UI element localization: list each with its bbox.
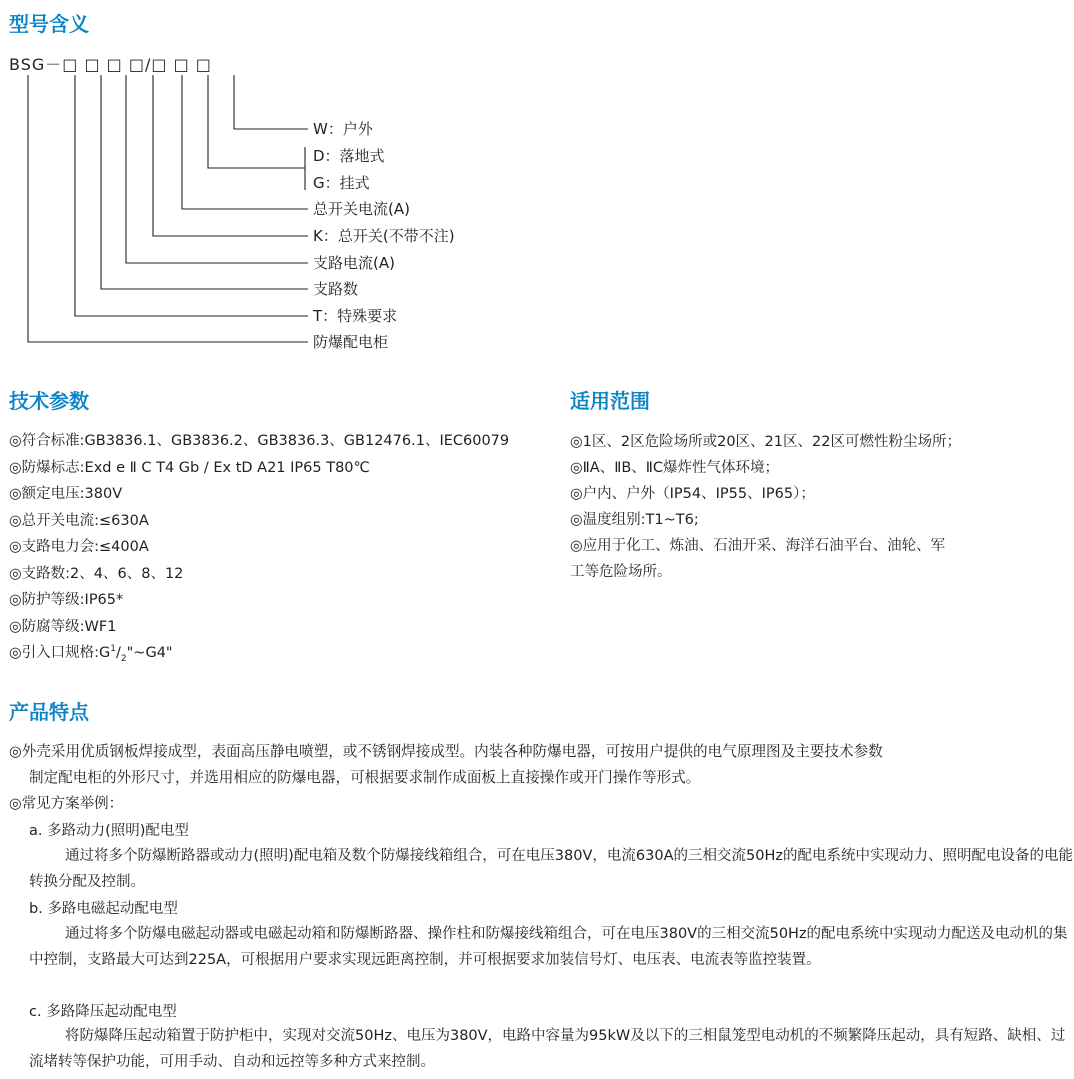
features-heading: 产品特点 bbox=[9, 700, 89, 724]
tech-params-heading: 技术参数 bbox=[9, 389, 89, 413]
tech-item-rated-voltage: ◎额定电压:380V bbox=[9, 486, 123, 502]
tech-item-standard: ◎符合标准:GB3836.1、GB3836.2、GB3836.3、GB12476.1、IEC60079 bbox=[9, 433, 510, 449]
scope-item-indoor-outdoor: ◎户内、户外（IP54、IP55、IP65）； bbox=[570, 486, 815, 502]
tech-item-branch-power: ◎支路电力会:≤400A bbox=[9, 539, 149, 555]
tree-line-k bbox=[153, 75, 308, 236]
tree-label-cabinet: 防爆配电柜 bbox=[313, 333, 389, 351]
tech-item-main-switch-current: ◎总开关电流:≤630A bbox=[9, 513, 149, 529]
scheme-a-text-block bbox=[29, 843, 1073, 896]
scope-item-gas: ◎ⅡA、ⅡB、ⅡC爆炸性气体环境； bbox=[570, 460, 780, 476]
tree-label-w: W：户外 bbox=[313, 120, 373, 138]
inlet-spec-sup: 1 bbox=[110, 644, 117, 655]
model-tree-diagram bbox=[0, 0, 1074, 360]
scope-heading: 适用范围 bbox=[570, 389, 650, 413]
tech-item-inlet-spec: ◎引入口规格$:G^1/_2"\sim G4$" bbox=[9, 644, 173, 664]
scope-item-temperature: ◎温度组别:T1~T6; bbox=[570, 512, 699, 528]
scheme-a-text: 通过将多个防爆断路器或动力(照明)配电箱及数个防爆接线箱组合，可在电压380V，电流630A的三相交流50Hz的配电系统中实现动力、照明配电设备的电能转换分配及控制。 bbox=[29, 848, 1073, 891]
tree-label-branch-count: 支路数 bbox=[313, 280, 359, 298]
tree-line-dg bbox=[208, 75, 305, 168]
inlet-spec-suffix: "~G4" bbox=[126, 645, 173, 661]
scope-item-application-cont: 工等危险场所。 bbox=[570, 564, 672, 580]
scheme-c-text: 将防爆降压起动箱置于防护柜中，实现对交流50Hz、电压为380V，电路中容量为95kW及以下的三相鼠笼型电动机的不频繁降压起动，具有短路、缺相、过流堵转等保护功能，可用手动、自动和远控等多种方式来控制。 bbox=[29, 1028, 1066, 1071]
inlet-spec-sub: 2 bbox=[120, 653, 127, 664]
features-common-schemes: ◎常见方案举例： bbox=[9, 796, 124, 812]
features-intro-line-1: ◎外壳采用优质钢板焊接成型，表面高压静电喷塑，或不锈钢焊接成型。内装各种防爆电器，可按用户提供的电气原理图及主要技术参数 bbox=[9, 743, 883, 760]
tech-item-protection-grade: ◎防护等级:IP65* bbox=[9, 592, 124, 608]
scheme-b-text: 通过将多个防爆电磁起动器或电磁起动箱和防爆断路器、操作柱和防爆接线箱组合，可在电压380V的三相交流50Hz的配电系统中实现动力配送及电动机的集中控制，支路最大可达到225A，可根据用户要求实现远距离控制，并可根据要求加装信号灯、电压表、电流表等监控装置。 bbox=[29, 926, 1068, 969]
tree-label-t: T：特殊要求 bbox=[313, 307, 398, 325]
scope-item-application: ◎应用于化工、炼油、石油开采、海洋石油平台、油轮、军 bbox=[570, 538, 946, 554]
tree-label-k: K：总开关(不带不注) bbox=[313, 227, 455, 245]
tech-item-branch-count: ◎支路数:2、4、6、8、12 bbox=[9, 566, 184, 582]
tech-item-ex-marking: ◎防爆标志:Exd e Ⅱ C T4 Gb / Ex tD A21 IP65 T80℃ bbox=[9, 460, 370, 476]
model-meaning-heading: 型号含义 bbox=[9, 12, 89, 36]
scheme-c-text-block bbox=[29, 1023, 1073, 1076]
scheme-a-title: a. 多路动力(照明)配电型 bbox=[29, 823, 189, 839]
tree-label-d: D：落地式 bbox=[313, 147, 385, 165]
tree-line-branch-count bbox=[101, 75, 308, 289]
scheme-b-text-block bbox=[29, 921, 1073, 974]
tree-line-w bbox=[234, 75, 308, 129]
tree-label-main-current: 总开关电流(A) bbox=[313, 200, 410, 218]
tree-line-t bbox=[75, 75, 308, 316]
scope-item-zones: ◎1区、2区危险场所或20区、21区、22区可燃性粉尘场所； bbox=[570, 434, 961, 450]
scheme-c-title: c. 多路降压起动配电型 bbox=[29, 1004, 177, 1020]
scheme-b-title: b. 多路电磁起动配电型 bbox=[29, 901, 178, 917]
inlet-spec-prefix: ◎引入口规格:G bbox=[9, 645, 111, 661]
tree-label-branch-current: 支路电流(A) bbox=[313, 254, 395, 272]
tech-item-anticorrosion-grade: ◎防腐等级:WF1 bbox=[9, 619, 117, 635]
model-code: BSG－□ □ □ □/□ □ □ bbox=[9, 55, 212, 74]
tree-line-main-current bbox=[182, 75, 308, 209]
tree-label-g: G：挂式 bbox=[313, 174, 370, 192]
features-intro-line-2: 制定配电柜的外形尺寸，并选用相应的防爆电器，可根据要求制作成面板上直接操作或开门操作等形式。 bbox=[29, 769, 701, 786]
